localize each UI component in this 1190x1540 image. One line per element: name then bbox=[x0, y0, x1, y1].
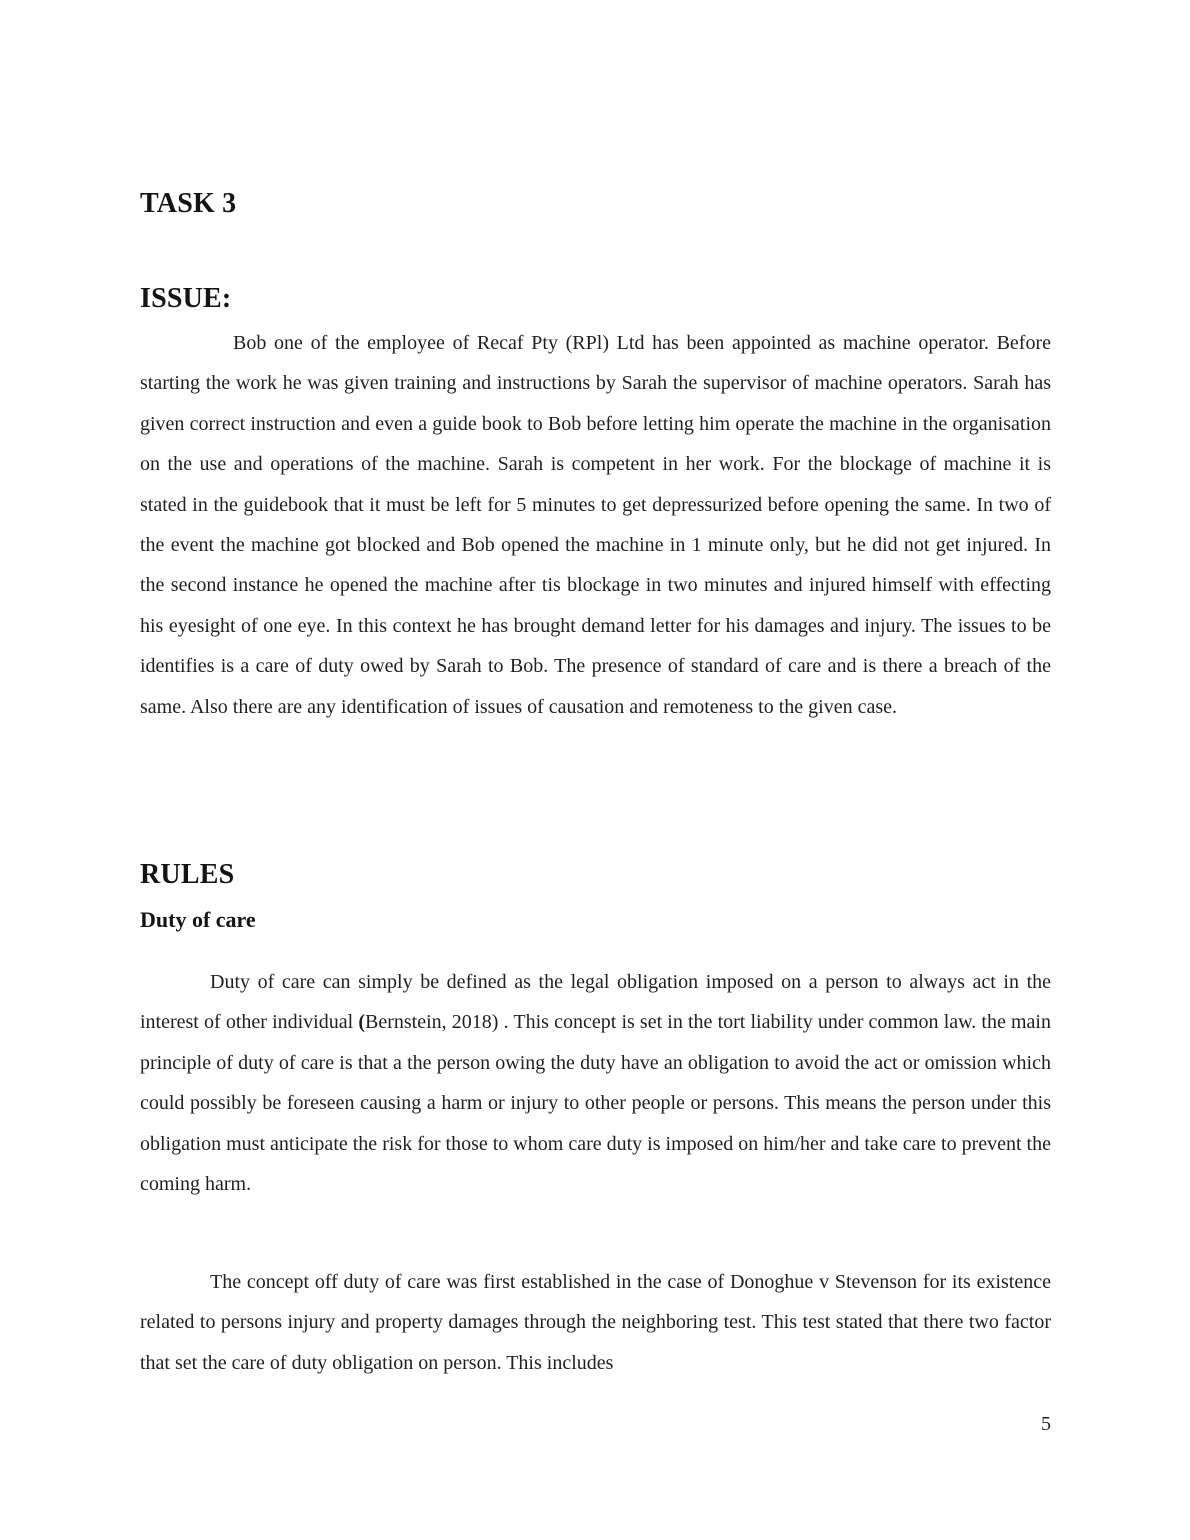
page-number: 5 bbox=[1041, 1413, 1051, 1435]
rules-heading: RULES bbox=[140, 859, 235, 890]
duty-paragraph-text: Duty of care can simply be defined as the legal obligation imposed on a person to always act in the interest of other individual bbox=[140, 971, 1051, 1034]
concept-paragraph: The concept off duty of care was first established in the case of Donoghue v Stevenson for its existence related to persons injury and property damages through the neighboring test. This test stated that there two factor that set the care of duty obligation on person. This includes bbox=[140, 1271, 1051, 1374]
duty-paragraph-text-continued: Bernstein, 2018) . This concept is set in the tort liability under common law. the main principle of duty of care is that a the person owing the duty have an obligation to avoid the act or omission which could possibly be foreseen causing a harm or injury to other people or persons. This means the person under this obligation must anticipate the risk for those to whom care duty is imposed on him/her and take care to prevent the coming harm. bbox=[140, 1011, 1051, 1196]
duty-of-care-paragraph bbox=[140, 962, 1051, 1204]
duty-of-care-subheading: Duty of care bbox=[140, 907, 256, 932]
citation-open-paren: ( bbox=[358, 1011, 365, 1034]
issue-heading: ISSUE: bbox=[140, 283, 232, 314]
issue-paragraph: Bob one of the employee of Recaf Pty (RPl) Ltd has been appointed as machine operator. Before starting the work he was given training and instructions by Sarah the supervisor of machine operators. Sarah has given correct instruction and even a guide book to Bob before letting him operate the machine in the organisation on the use and operations of the machine. Sarah is competent in her work. For the blockage of machine it is stated in the guidebook that it must be left for 5 minutes to get depressurized before opening the same. In two of the event the machine got blocked and Bob opened the machine in 1 minute only, but he did not get injured. In the second instance he opened the machine after tis blockage in two minutes and injured himself with effecting his eyesight of one eye. In this context he has brought demand letter for his damages and injury. The issues to be identifies is a care of duty owed by Sarah to Bob. The presence of standard of care and is there a breach of the same. Also there are any identification of issues of causation and remoteness to the given case. bbox=[140, 332, 1051, 718]
task-heading: TASK 3 bbox=[140, 188, 237, 219]
